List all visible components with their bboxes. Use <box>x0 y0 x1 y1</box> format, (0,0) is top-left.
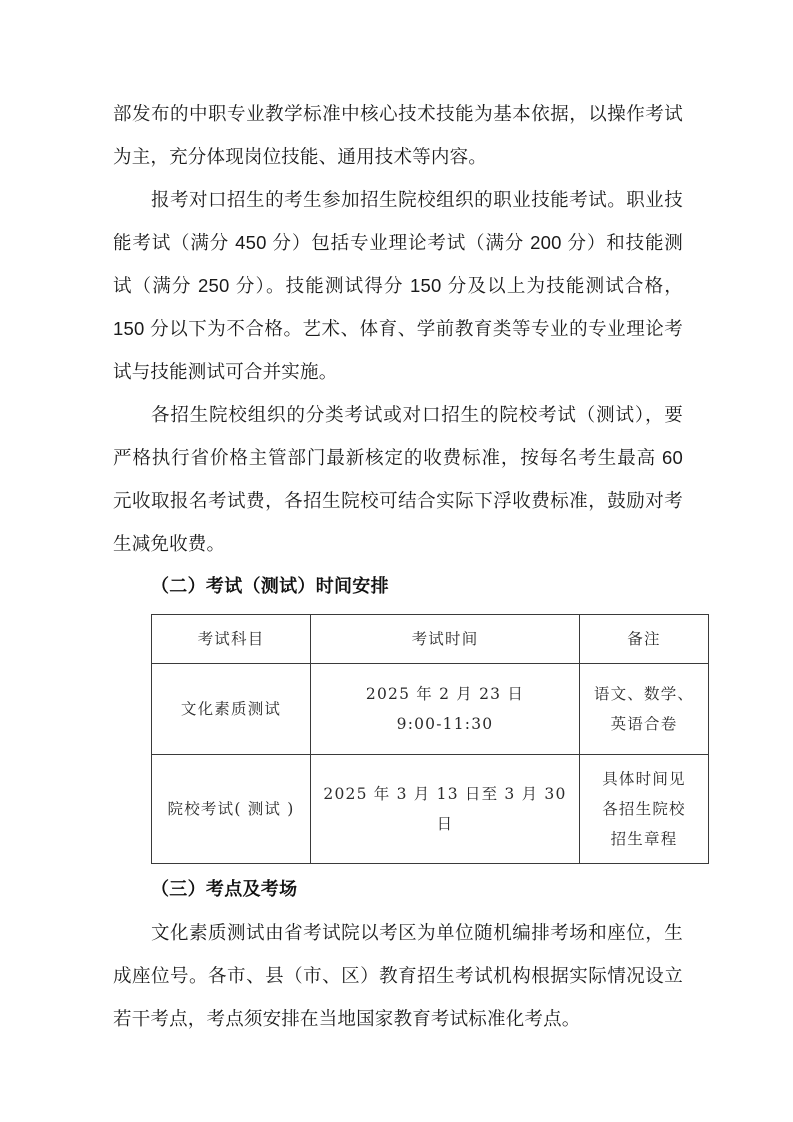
exam-schedule-table <box>151 614 709 864</box>
cell-time-2 <box>311 755 580 864</box>
section-heading-exam-site: （三）考点及考场 <box>151 879 298 899</box>
table-header-subject: 考试科目 <box>152 615 311 664</box>
cell-remark-2-line2: 各招生院校 <box>602 800 686 818</box>
section-heading-exam-time: （二）考试（测试）时间安排 <box>151 576 389 596</box>
cell-time-1 <box>311 664 580 755</box>
paragraph-1: 部发布的中职专业教学标准中核心技术技能为基本依据，以操作考试为主，充分体现岗位技能、通用技术等内容。 <box>113 103 683 167</box>
cell-remark-1-line1: 语文、数学、 <box>593 685 695 703</box>
table-row <box>152 755 709 864</box>
document-body <box>113 92 695 1040</box>
cell-remark-2-line3: 招生章程 <box>610 830 678 848</box>
cell-subject-2: 院校考试( 测试 ) <box>152 755 311 864</box>
cell-time-1-line1: 2025 年 2 月 23 日 <box>365 685 525 703</box>
exam-schedule-table-wrapper <box>151 614 695 864</box>
table-header-row <box>152 615 709 664</box>
table-row <box>152 664 709 755</box>
paragraph-2: 报考对口招生的考生参加招生院校组织的职业技能考试。职业技能考试（满分 450 分）包括专业理论考试（满分 200 分）和技能测试（满分 250 分）。技能测试得分 150 分及以上为技能测试合格，150 分以下为不合格。艺术、体育、学前教育类等专业的专业理论考试与技能测试可合并实施。 <box>113 189 683 382</box>
cell-time-1-line2: 9:00-11:30 <box>396 715 494 733</box>
cell-remark-1 <box>580 664 709 755</box>
cell-remark-2-line1: 具体时间见 <box>602 770 686 788</box>
paragraph-exam-site: 文化素质测试由省考试院以考区为单位随机编排考场和座位，生成座位号。各市、县（市、区）教育招生考试机构根据实际情况设立若干考点，考点须安排在当地国家教育考试标准化考点。 <box>113 922 683 1029</box>
cell-remark-2 <box>580 755 709 864</box>
cell-time-2-line1: 2025 年 3 月 13 日至 3 月 30 日 <box>323 785 567 833</box>
cell-subject-1: 文化素质测试 <box>152 664 311 755</box>
table-header-time: 考试时间 <box>311 615 580 664</box>
paragraph-3: 各招生院校组织的分类考试或对口招生的院校考试（测试），要严格执行省价格主管部门最新核定的收费标准，按每名考生最高 60 元收取报名考试费，各招生院校可结合实际下浮收费标准，鼓励对考生减免收费。 <box>113 404 683 554</box>
cell-remark-1-line2: 英语合卷 <box>610 715 678 733</box>
table-header-remark: 备注 <box>580 615 709 664</box>
